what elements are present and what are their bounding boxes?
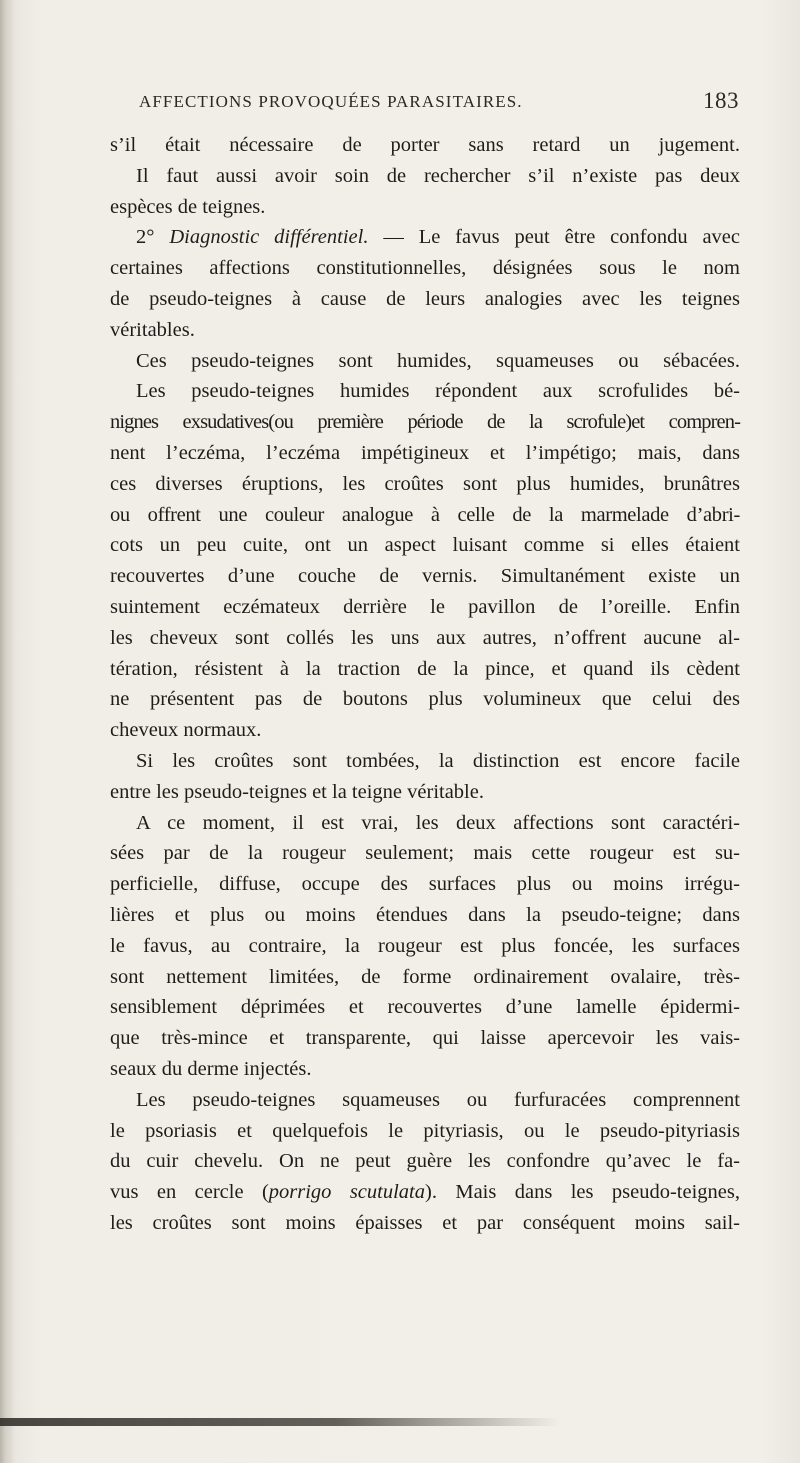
text-line (110, 161, 740, 192)
line-text: cots un peu cuite, ont un aspect luisant comme si elles étaient (110, 534, 740, 557)
text-line (110, 1116, 740, 1147)
body-text (110, 130, 740, 1239)
line-text: suintement eczémateux derrière le pavillon de l’oreille. Enfin (110, 595, 740, 618)
text-line (110, 561, 740, 592)
text-line (110, 500, 740, 531)
line-text: du cuir chevelu. On ne peut guère les confondre qu’avec le fa- (110, 1150, 740, 1173)
text-line (110, 838, 740, 869)
line-text: vus en cercle ( (110, 1181, 269, 1204)
line-text: perficielle, diffuse, occupe des surfaces plus ou moins irrégu- (110, 873, 740, 896)
line-text: que très-mince et transparente, qui laisse apercevoir les vais- (110, 1027, 740, 1050)
line-text: Il faut aussi avoir soin de rechercher s’il n’existe pas deux (136, 164, 740, 187)
text-line (110, 962, 740, 993)
line-text: 2° (136, 226, 170, 249)
line-text: le psoriasis et quelquefois le pityriasis, ou le pseudo-pityriasis (110, 1119, 740, 1142)
line-text: les croûtes sont moins épaisses et par conséquent moins sail- (110, 1211, 740, 1234)
text-line (110, 900, 740, 931)
line-text: ces diverses éruptions, les croûtes sont plus humides, brunâtres (110, 472, 740, 495)
text-line (110, 315, 740, 346)
line-text: de pseudo-teignes à cause de leurs analogies avec les teignes (110, 287, 740, 310)
line-text: nent l’eczéma, l’eczéma impétigineux et l’impétigo; mais, dans (110, 441, 740, 464)
text-line (110, 623, 740, 654)
text-line (110, 1177, 740, 1208)
text-line (110, 253, 740, 284)
text-line (110, 376, 740, 407)
text-line (110, 654, 740, 685)
text-line (110, 1208, 740, 1239)
line-text: Ces pseudo-teignes sont humides, squameuses ou sébacées. (136, 349, 740, 372)
text-line (110, 1146, 740, 1177)
text-line (110, 684, 740, 715)
line-text: ). Mais dans les pseudo-teignes, (425, 1181, 740, 1204)
text-line (110, 1085, 740, 1116)
line-text: Les pseudo-teignes humides répondent aux scrofulides bé- (136, 380, 740, 403)
text-line (110, 284, 740, 315)
line-text: cheveux normaux. (110, 719, 262, 742)
running-head (139, 90, 739, 118)
line-text: certaines affections constitutionnelles, désignées sous le nom (110, 257, 740, 280)
line-text: espèces de teignes. (110, 195, 266, 218)
text-line (110, 715, 740, 746)
text-line (110, 407, 740, 438)
line-text: tération, résistent à la traction de la pince, et quand ils cèdent (110, 657, 740, 680)
line-text: entre les pseudo-teignes et la teigne véritable. (110, 780, 484, 803)
page-number: 183 (703, 88, 739, 113)
text-line (110, 869, 740, 900)
text-line (110, 808, 740, 839)
text-line (110, 746, 740, 777)
line-text: ne présentent pas de boutons plus volumineux que celui des (110, 688, 740, 711)
line-text: le favus, au contraire, la rougeur est plus foncée, les surfaces (110, 934, 740, 957)
text-line (110, 346, 740, 377)
line-text: A ce moment, il est vrai, les deux affections sont caractéri- (136, 811, 740, 834)
binding-edge (0, 0, 14, 1463)
text-line (110, 592, 740, 623)
line-text: s’il était nécessaire de porter sans retard un jugement. (110, 134, 740, 156)
line-text: nignes exsudatives(ou première période de la scrofule)et compren- (110, 411, 740, 434)
text-line (110, 130, 740, 161)
line-text: — Le favus peut être confondu avec (368, 226, 741, 249)
line-text: véritables. (110, 318, 195, 341)
line-text: ou offrent une couleur analogue à celle de la marmelade d’abri- (110, 503, 740, 526)
text-line (110, 530, 740, 561)
line-text: sées par de la rougeur seulement; mais cette rougeur est su- (110, 842, 740, 865)
line-text: sont nettement limitées, de forme ordinairement ovalaire, très- (110, 965, 740, 988)
text-line (110, 992, 740, 1023)
text-line (110, 469, 740, 500)
italic-text: Diagnostic différentiel. (169, 226, 369, 249)
line-text: Les pseudo-teignes squameuses ou furfuracées comprennent (136, 1088, 740, 1111)
line-text: seaux du derme injectés. (110, 1057, 312, 1080)
text-line (110, 438, 740, 469)
text-line (110, 777, 740, 808)
line-text: sensiblement déprimées et recouvertes d’une lamelle épidermi- (110, 996, 740, 1019)
line-text: lières et plus ou moins étendues dans la pseudo-teigne; dans (110, 903, 740, 926)
text-line (110, 1023, 740, 1054)
line-text: recouvertes d’une couche de vernis. Simultanément existe un (110, 565, 740, 588)
running-head-title: AFFECTIONS PROVOQUÉES PARASITAIRES. (139, 92, 523, 111)
page-edge-shadow (0, 1418, 560, 1426)
text-line (110, 931, 740, 962)
text-line (110, 222, 740, 253)
italic-text: porrigo scutulata (268, 1181, 425, 1204)
line-text: les cheveux sont collés les uns aux autres, n’offrent aucune al- (110, 626, 740, 649)
text-line (110, 192, 740, 223)
text-line (110, 1054, 740, 1085)
line-text: Si les croûtes sont tombées, la distinction est encore facile (136, 749, 740, 772)
